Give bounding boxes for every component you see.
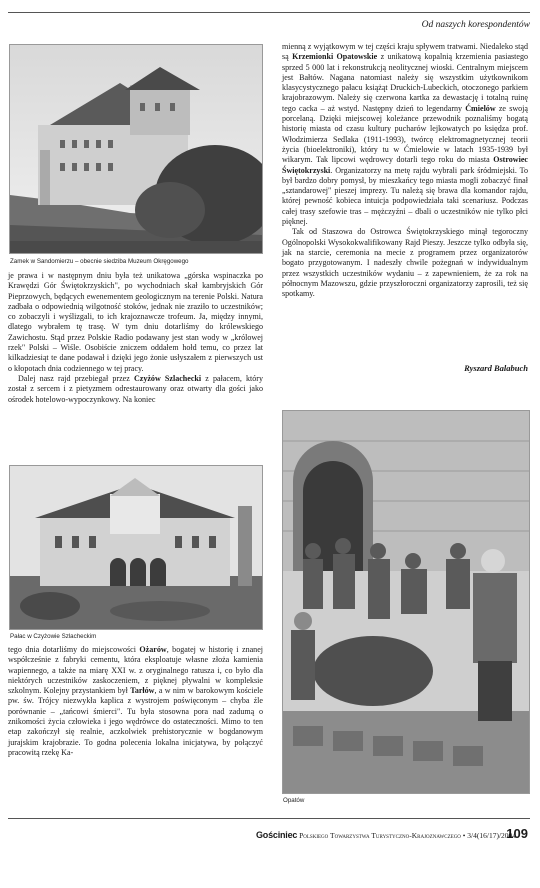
photo-caption-3: Opatów: [283, 797, 305, 804]
author-signature: Ryszard Balabuch: [464, 363, 528, 373]
page-number: 109: [506, 826, 528, 841]
paragraph: Tak od Staszowa do Ostrowca Świętokrzyskiego minął tegoroczny Ogólnopolski Wysokokwalifikowany Rajd Pieszy. Jeszcze tylko odbyła się, jak na starcie, ceremonia na mecie z programem przez organizatorów bogato przygotowanym. I nadeszły chwile pożegnań w indywidualnym przez wszystkich uczestników wydaniu – z zapewnieniem, że za rok na północnym Mazowszu, gdzie przyszłoroczni organizatorzy zaprosili, też się spotkamy.: [282, 227, 528, 299]
paragraph: je prawa i w następnym dniu była też unikatowa „górska wspinaczka po Krawędzi Gór Świętokrzyskich", po wychodniach skał kambryjskich Gór Pieprzowych, będących ewenementem geologicznym na terenie Polski. Natura zadbała o odpowiednią wilgotność stoków, jednak nie zraziło to uczestników; co zobaczyli i wyślizgali, to ich krajoznawcze trofeum. Ja, między innymi, dlatego wybrałem tę trasę. W tym dniu dotarliśmy do królewskiego Zawichostu. Stąd przez Polskie Radio podawany jest stan wody w „królowej rzek" Polski – Wiśle. Osobiście zniczem oddałem hołd temu, co przez lat kilkadziesiąt te dane podawał i dzięki jego żonie usłyszałem z pierwszych ust o kłopotach dnia codziennego w tej pracy.: [8, 271, 263, 373]
photo-caption-1: Zamek w Sandomierzu – obecnie siedziba Muzeum Okręgowego: [10, 258, 189, 265]
group-image: [283, 411, 529, 793]
castle-image: [10, 45, 262, 253]
left-column-top: [8, 271, 263, 405]
section-label: Od naszych korespondentów: [421, 20, 530, 30]
palace-image: [10, 466, 262, 629]
paragraph: mienną z wyjątkowym w tej części kraju spływem tratwami. Niedaleko stąd są Krzemionki Opatowskie z unikatową kopalnią krzemienia pasiastego sprzed 5 000 lat i rekonstrukcją neolitycznej wioski. Centralnym miejscem jest Bałtów. Nagana natomiast należy się wszystkim użytkownikom klasycystycznego pałacu książąt Druckich-Lubeckich, otoczonego parkiem krajobrazowym. Należy się czerwona kartka za dewastację i totalną ruinę tego cacka – aż wstyd. Następny dzień to legendarny Ćmielów ze swoją porcelaną. Dzięki miejscowej koleżance przewodnik poznaliśmy bogatą historię miasta od czasu kultury pucharów lejkowatych po księdza prof. Włodzimierza Sedlaka (1911-1993), twórcę elektromagnetycznej teorii życia (bioelektroniki), który tu w Ćmielowie w latach 1935-1939 był wikarym. Tak lipcowi wędrowcy dotarli tego roku do miasta Ostrowiec Świętokrzyski. Organizatorzy na metę rajdu wybrali park śródmiejski. To był bardzo dobry pomysł, by mieszkańcy tego miasta mogli zobaczyć finał „sztandarowej" pieszej imprezy. Tu należą się brawa dla komandor rajdu, której pewność kobieca intuicja podpowiedziała taki scenariusz. Podczas całej trasy szefowie tras – mężczyźni – dbali o uczestników nie tylko płci pięknej.: [282, 42, 529, 227]
issue-number: • 3/4(16/17)/2004: [462, 831, 517, 840]
photo-sandomierz-castle: [9, 44, 263, 254]
paragraph: Dalej nasz rajd przebiegał przez Czyżów Szlachecki z pałacem, który został z sercem i z pietyzmem odrestaurowany oraz otwarty dla gości jako ośrodek hotelowo-wypoczynkowy. Na koniec: [8, 373, 263, 404]
left-column-bottom: [8, 645, 263, 758]
photo-opatow-group: [282, 410, 530, 794]
footer-info: [256, 830, 516, 840]
magazine-name: Gościniec: [256, 830, 298, 840]
photo-czyzow-palace: [9, 465, 263, 630]
right-column-text: [282, 42, 528, 299]
footer-rule: [8, 818, 530, 819]
header-rule: [8, 12, 530, 13]
paragraph: tego dnia dotarliśmy do miejscowości Ożarów, bogatej w historię i znanej współcześnie z fabryki cementu, która eksploatuje własne złoża kamienia wapiennego, a także na miarę XXI w. z oryginalnego ratusza i, co było dla niektórych uczestników zaskoczeniem, z pięknej pływalni w kompleksie szkolnym. Kolejny przystankiem był Tarłów, a w nim w barokowym kościele pw. św. Trójcy niezwykła kaplica z wystrojem poświęconym – chyba źle porównanie – „tańcowi śmierci". Tu była stosowna pora nad zadumą o znikomości życia człowieka i jego wędrówce do ostateczności. Mimo to ten etap zakończył się realnie, aczkolwiek prehistorycznie w bogdanowym jurajskim krajobrazie. To godna polecenia lokalna inicjatywa, by połączyć pracowitą rzekę Ka-: [8, 645, 263, 757]
photo-caption-2: Pałac w Czyżowie Szlacheckim: [10, 633, 97, 640]
organization-name: Polskiego Towarzystwa Turystyczno-Krajoznawczego: [299, 831, 461, 840]
